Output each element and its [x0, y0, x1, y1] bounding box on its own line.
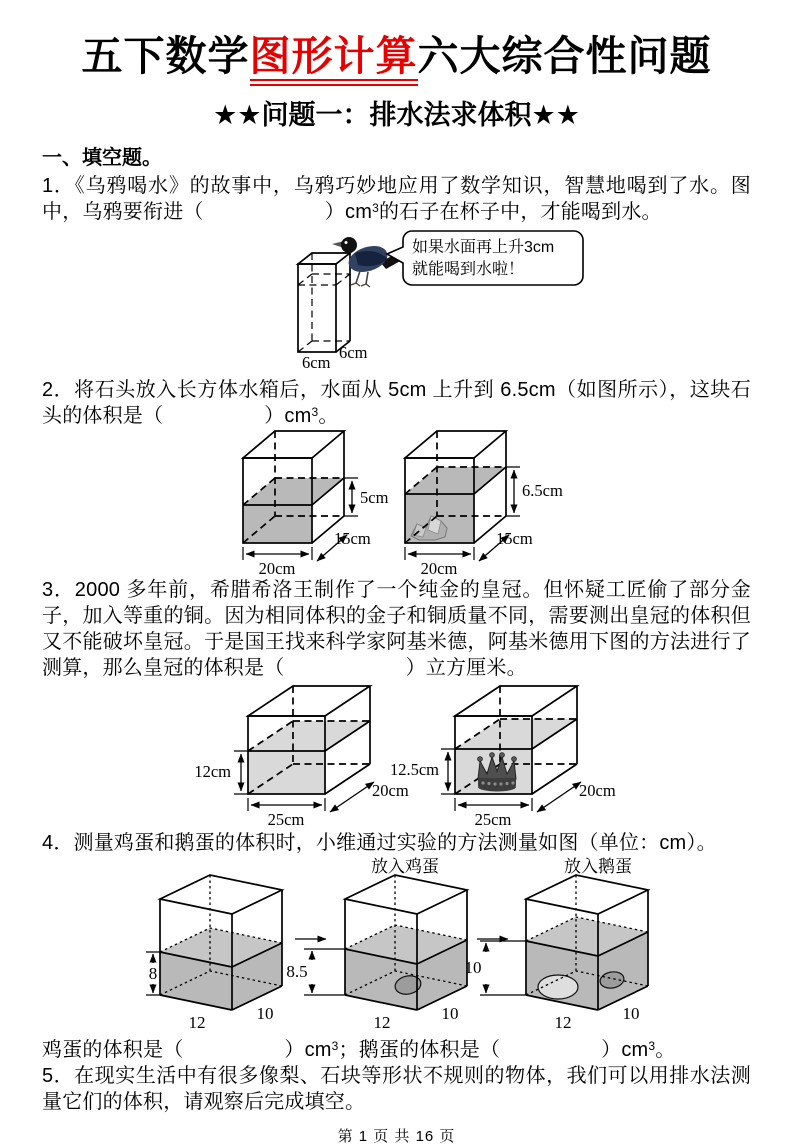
question-3-text: 3．2000 多年前，希腊希洛王制作了一个纯金的皇冠。但怀疑工匠偷了部分金子，加入等重的铜。因为相同体积的金子和铜质量不同，需要测出皇冠的体积但又不能破坏皇冠。于是国王找来科学家阿基米德，阿基米德用下图的方法进行了测算，那么皇冠的体积是（ ）立方厘米。: [42, 579, 751, 680]
tank-before: [243, 431, 389, 578]
egg-tank-3: [465, 875, 649, 1032]
q4-box1-depth-label: 10: [256, 1004, 274, 1024]
title-prefix: 五下数学: [81, 33, 250, 79]
bubble-line-1: 如果水面再上升3cm: [412, 239, 555, 257]
q3-figure-svg: [175, 684, 640, 830]
q4-answer-line: [42, 1037, 751, 1063]
speech-bubble: [387, 231, 583, 285]
q3-left-depth-label: 20cm: [372, 781, 409, 801]
q3-right-width-label: 25cm: [474, 810, 512, 830]
title-highlight: 图形计算: [250, 35, 418, 86]
figure-q4-egg-tanks: [140, 857, 751, 1037]
q2-sup: 3: [311, 405, 319, 420]
water-level-dashed: [298, 274, 350, 285]
q4-answer-mid: ；鹅蛋的体积是（ ）cm: [338, 1039, 649, 1062]
q4-box1-width-label: 12: [188, 1013, 206, 1033]
q3-right-height-label: 12.5cm: [389, 760, 439, 780]
q2-right-width-label: 20cm: [420, 559, 458, 579]
page-number-footer: 第 1 页 共 16 页: [337, 1128, 456, 1146]
caption-add-goose-egg: 放入鹅蛋: [564, 857, 632, 877]
goose-egg-ellipse: [538, 975, 578, 999]
tank-after-stone: [405, 431, 563, 578]
cup-width-label: 6cm: [302, 353, 331, 373]
q3-right-depth-label: 20cm: [579, 781, 616, 801]
topic-subtitle: ★★问题一：排水法求体积★★: [213, 100, 580, 131]
q3-left-width-label: 25cm: [267, 810, 305, 830]
egg-tank-2: [286, 875, 467, 1032]
crown-tank-after: [390, 686, 616, 829]
crow-illustration: [332, 237, 406, 287]
q3-left-height-label: 12cm: [194, 762, 231, 782]
q4-box2-depth-label: 10: [441, 1004, 459, 1024]
q4-box2-height-label: 8.5: [286, 962, 308, 982]
q1-sup: 3: [372, 201, 379, 216]
q4-answer-post: 。: [655, 1039, 676, 1062]
q4-answer-pre: 鸡蛋的体积是（ ）cm: [42, 1039, 332, 1062]
question-1-text: [42, 173, 751, 225]
question-4-text: 4．测量鸡蛋和鹅蛋的体积时，小维通过实验的方法测量如图（单位：cm）。: [42, 832, 717, 855]
question-5-text: 5．在现实生活中有很多像梨、石块等形状不规则的物体，我们可以用排水法测量它们的体积，请观察后完成填空。: [42, 1065, 751, 1114]
q4-sup2: 3: [648, 1039, 656, 1054]
q4-box3-depth-label: 10: [622, 1004, 640, 1024]
bubble-line-2: 就能喝到水啦！: [412, 261, 525, 279]
caption-add-chicken-egg: 放入鸡蛋: [371, 857, 439, 877]
figure-q1-crow-cup: [240, 227, 751, 377]
q4-box1-height-label: 8: [148, 964, 158, 984]
figure-q2-tanks: [195, 431, 751, 577]
q4-box2-width-label: 12: [373, 1013, 391, 1033]
cup-prism: [298, 253, 350, 352]
egg-tank-1: [146, 875, 282, 1032]
crown-tank-before: [194, 686, 408, 829]
q2-left-depth-label: 15cm: [334, 529, 371, 549]
cup-depth-label: 6cm: [339, 343, 368, 363]
title-suffix: 六大综合性问题: [417, 33, 712, 79]
question-2-text: [42, 377, 751, 429]
q4-figure-svg: [140, 857, 660, 1037]
q2-figure-svg: [195, 431, 635, 577]
q2-left-height-label: 5cm: [360, 488, 389, 508]
figure-q3-crown-tanks: [175, 684, 751, 830]
q2-right-height-label: 6.5cm: [522, 481, 563, 501]
q1-text-pre: 1．《乌鸦喝水》的故事中，乌鸦巧妙地应用了数学知识，智慧地喝到了水。图中，乌鸦要衔进（ ）cm: [42, 175, 751, 224]
q4-box3-height-label: 10: [464, 958, 482, 978]
q1-figure-svg: [240, 227, 640, 377]
q1-text-post: 的石子在杯子中，才能喝到水。: [378, 201, 662, 224]
section-heading: 一、填空题。: [42, 147, 162, 170]
q4-sup1: 3: [331, 1039, 339, 1054]
q2-text-pre: 2．将石头放入长方体水箱后，水面从 5cm 上升到 6.5cm（如图所示），这块石头的体积是（ ）cm: [42, 379, 751, 428]
q4-box3-width-label: 12: [554, 1013, 572, 1033]
page-title: [42, 32, 751, 86]
q2-text-post: 。: [318, 405, 339, 428]
q2-left-width-label: 20cm: [258, 559, 296, 579]
q2-right-depth-label: 15cm: [496, 529, 533, 549]
